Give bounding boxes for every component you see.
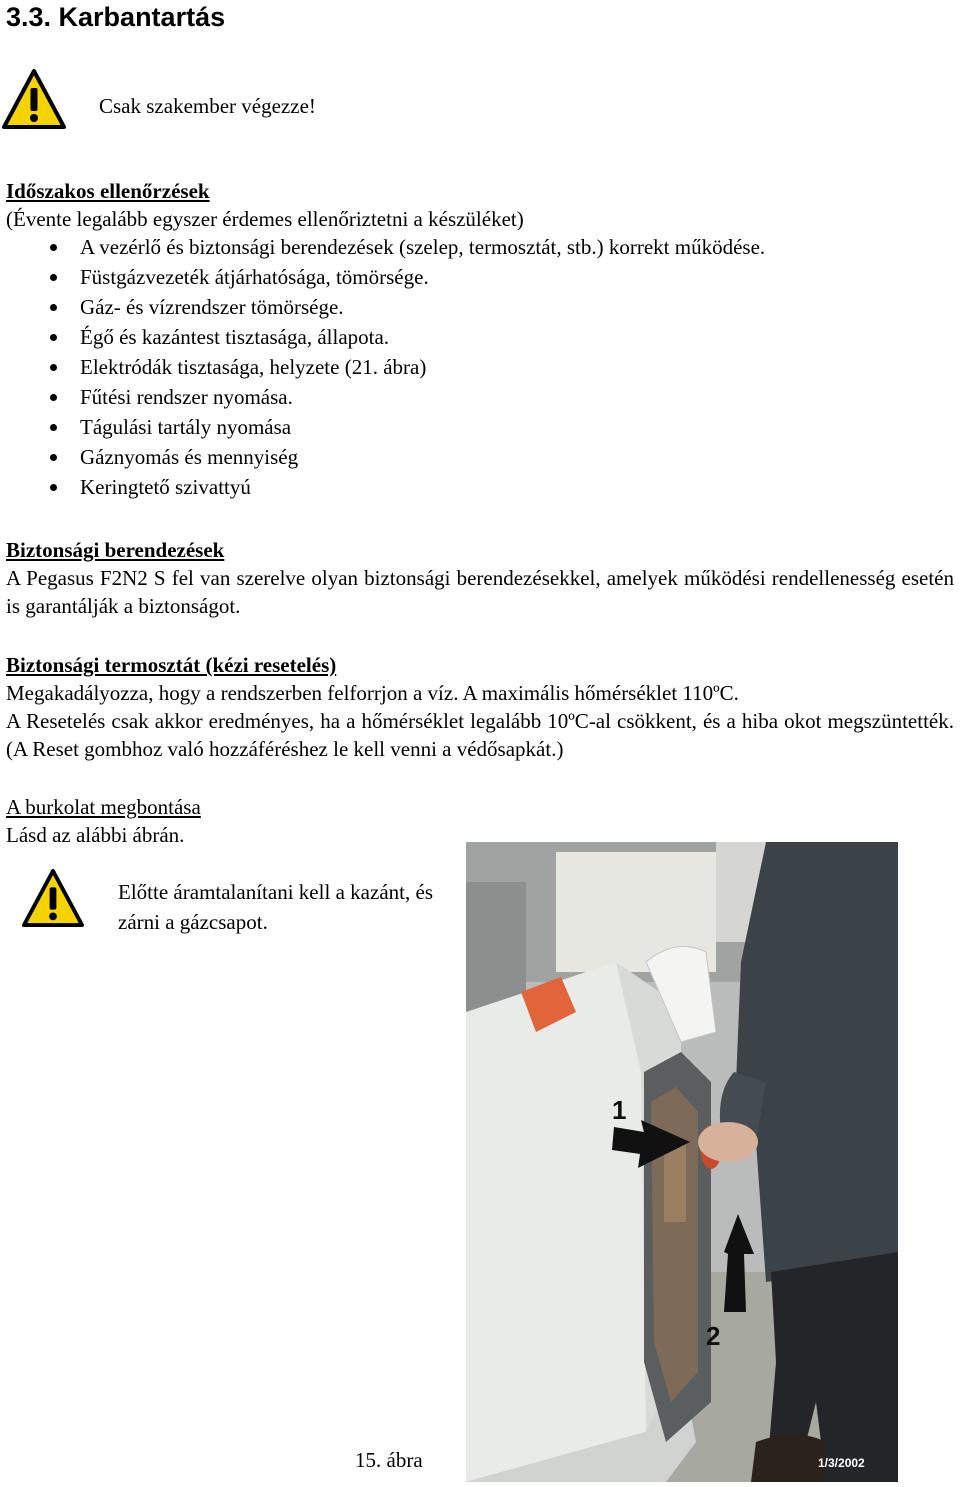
warning-text-power: Előtte áramtalanítani kell a kazánt, és zárni a gázcsapot. [118, 880, 433, 934]
list-item: Keringtető szivattyú [6, 472, 946, 502]
list-item: Tágulási tartály nyomása [6, 412, 946, 442]
warning-icon [2, 68, 66, 130]
section-title-safety: Biztonsági berendezések [6, 538, 225, 562]
thermostat-text: A Resetelés csak akkor eredményes, ha a hőmérséklet legalább 10ºC-al csökkent, és a hiba okot megszüntették. (A Reset gombhoz való hozzáféréshez le kell venni a védősapkát.) [6, 709, 954, 761]
boiler-photo [466, 842, 898, 1482]
thermostat-line-1: Megakadályozza, hogy a rendszerben felforrjon a víz. A maximális hőmérséklet 110ºC. [6, 681, 739, 705]
casing-text: Lásd az alábbi ábrán. [6, 823, 185, 847]
figure-caption: 15. ábra [355, 1448, 423, 1472]
warning-icon [22, 868, 84, 928]
page-title: 3.3. Karbantartás [6, 2, 226, 32]
periodic-intro: (Évente legalább egyszer érdemes ellenőriztetni a készüléket) [6, 207, 524, 231]
section-title-periodic: Időszakos ellenőrzések [6, 179, 210, 203]
section-title-thermostat: Biztonsági termosztát (kézi resetelés) [6, 653, 337, 677]
list-item: A vezérlő és biztonsági berendezések (szelep, termosztát, stb.) korrekt működése. [6, 232, 946, 262]
list-item: Égő és kazántest tisztasága, állapota. [6, 322, 946, 352]
list-item: Elektródák tisztasága, helyzete (21. ábra) [6, 352, 946, 382]
list-item: Gáznyomás és mennyiség [6, 442, 946, 472]
section-title-casing: A burkolat megbontása [6, 795, 201, 819]
list-item: Gáz- és vízrendszer tömörsége. [6, 292, 946, 322]
list-item: Füstgázvezeték átjárhatósága, tömörsége. [6, 262, 946, 292]
figure-label-2: 2 [706, 1321, 721, 1351]
list-item: Fűtési rendszer nyomása. [6, 382, 946, 412]
periodic-check-list [6, 232, 946, 502]
date-stamp: 1/3/2002 [818, 1456, 865, 1470]
figure-label-1: 1 [612, 1095, 627, 1125]
warning-text-specialist: Csak szakember végezze! [99, 94, 316, 118]
safety-text: A Pegasus F2N2 S fel van szerelve olyan biztonsági berendezésekkel, amelyek működési rendellenesség esetén is garantálják a biztonságot. [6, 566, 954, 618]
